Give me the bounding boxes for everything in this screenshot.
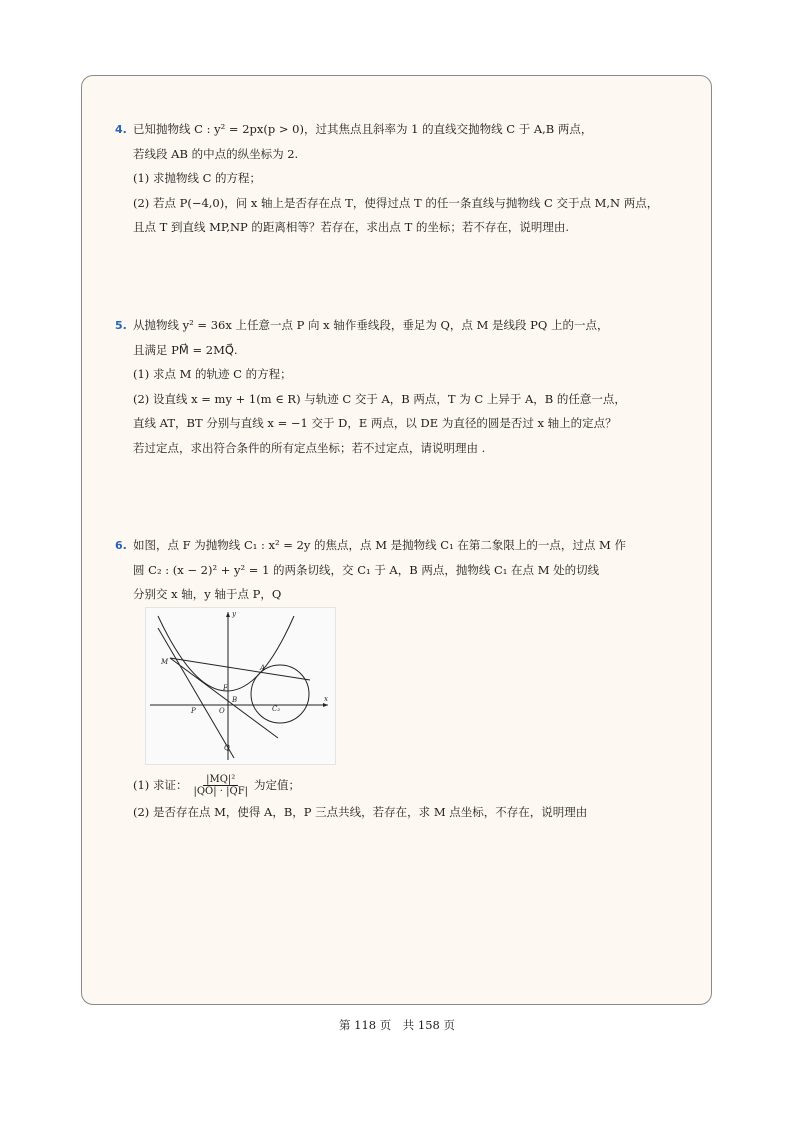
question-text-line: 已知抛物线 C : y² = 2px(p > 0)，过其焦点且斜率为 1 的直线交抛物线 C 于 A,B 两点， — [133, 122, 593, 136]
label-b: B — [232, 696, 238, 704]
label-o: O — [219, 707, 225, 715]
question-5 — [115, 313, 626, 460]
question-text-line: (2) 设直线 x = my + 1(m ∈ R) 与轨迹 C 交于 A，B 两点，T 为 C 上异于 A，B 的任意一点， — [133, 391, 626, 406]
question-text-line: 若线段 AB 的中点的纵坐标为 2. — [133, 146, 299, 161]
label-x: x — [324, 695, 328, 703]
question-number: 5. — [115, 319, 127, 332]
parabola-curve — [158, 616, 294, 691]
question-text-line: (2) 若点 P(−4,0)，问 x 轴上是否存在点 T，使得过点 T 的任一条直线与抛物线 C 交于点 M,N 两点， — [133, 195, 659, 210]
y-axis-arrow — [226, 612, 230, 617]
question-text-line: 分别交 x 轴，y 轴于点 P，Q — [133, 587, 282, 601]
label-m: M — [161, 658, 169, 666]
question-text-line: 且满足 PM⃗ = 2MQ⃗. — [133, 342, 238, 357]
question-text-line: 圆 C₂ : (x − 2)² + y² = 1 的两条切线，交 C₁ 于 A，B 两点，抛物线 C₁ 在点 M 处的切线 — [133, 562, 600, 577]
part1-suffix: 为定值； — [254, 777, 300, 792]
figure-svg — [146, 608, 335, 764]
question-number: 6. — [115, 539, 127, 552]
label-a: A — [260, 664, 266, 672]
question-6 — [115, 533, 626, 607]
question-number: 4. — [115, 123, 127, 136]
tangent-line-mq — [158, 628, 234, 758]
question-text-line: 若过定点，求出符合条件的所有定点坐标；若不过定点，请说明理由 . — [133, 440, 486, 455]
label-q: Q — [224, 744, 230, 752]
fraction-denominator: |QO| · |QF| — [193, 785, 248, 797]
question-text-line: (1) 求点 M 的轨迹 C 的方程； — [133, 367, 292, 381]
parabola-figure — [145, 607, 336, 765]
x-axis-arrow — [323, 703, 328, 707]
question-6-parts — [115, 770, 587, 825]
label-f: F — [223, 684, 228, 692]
question-text-line: 如图，点 F 为抛物线 C₁ : x² = 2y 的焦点，点 M 是抛物线 C₁ 在第二象限上的一点，过点 M 作 — [133, 538, 626, 552]
label-p: P — [191, 707, 196, 715]
question-text-line: 从抛物线 y² = 36x 上任意一点 P 向 x 轴作垂线段，垂足为 Q，点 M 是线段 PQ 上的一点， — [133, 318, 609, 332]
label-c2: C₂ — [272, 705, 281, 713]
circle-c2 — [251, 665, 309, 723]
part1-prefix: (1) 求证： — [133, 777, 188, 792]
question-text-line: 直线 AT，BT 分别与直线 x = −1 交于 D，E 两点，以 DE 为直径的圆是否过 x 轴上的定点？ — [133, 416, 617, 430]
label-y: y — [232, 610, 236, 618]
question-text-line: (2) 是否存在点 M，使得 A，B，P 三点共线，若存在，求 M 点坐标，不存在，说明理由 — [133, 805, 588, 819]
page-footer: 第 118 页 共 158 页 — [338, 1018, 456, 1032]
question-4 — [115, 117, 658, 240]
fraction — [190, 774, 251, 797]
question-text-line: (1) 求抛物线 C 的方程； — [133, 171, 262, 185]
tangent-line-a — [170, 658, 310, 680]
question-text-line: 且点 T 到直线 MP,NP 的距离相等？若存在，求出点 T 的坐标；若不存在，说明理由. — [133, 220, 570, 234]
fraction-numerator: |MQ|² — [203, 774, 238, 786]
